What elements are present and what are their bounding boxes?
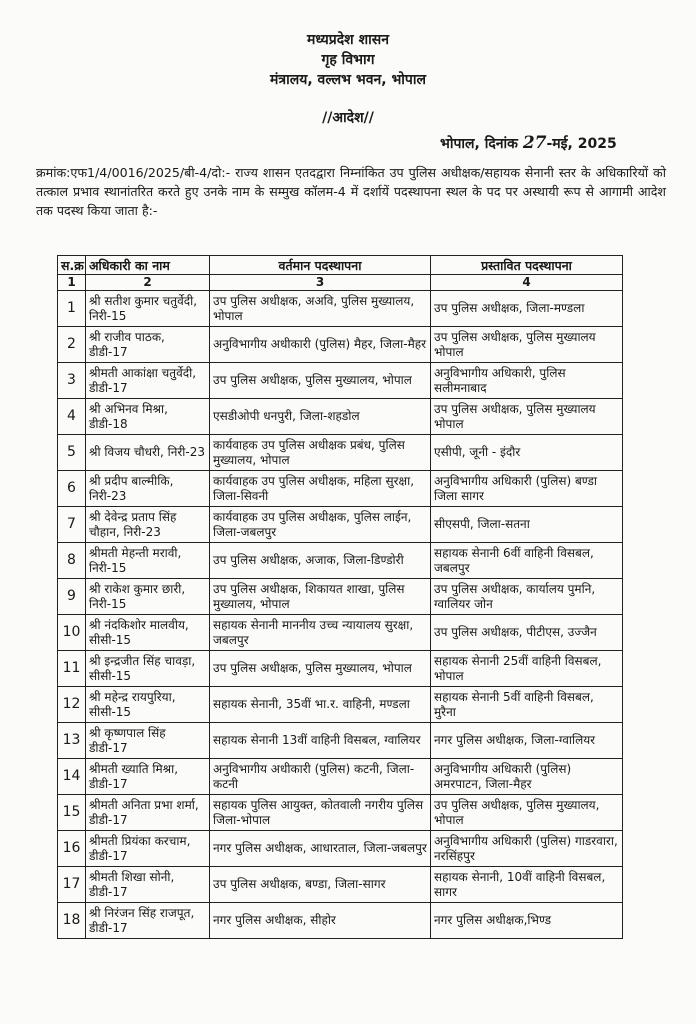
column-number: 4	[431, 275, 623, 291]
serial-number-cell: 15	[58, 795, 86, 831]
current-posting-cell: कार्यवाहक उप पुलिस अधीक्षक, पुलिस लाईन, जिला-जबलपुर	[210, 507, 431, 543]
serial-number-cell: 1	[58, 291, 86, 327]
header-officer-name: अधिकारी का नाम	[86, 256, 210, 275]
current-posting-cell: कार्यवाहक उप पुलिस अधीक्षक प्रबंध, पुलिस मुख्यालय, भोपाल	[210, 435, 431, 471]
current-posting-cell: अनुविभागीय अधीकारी (पुलिस) कटनी, जिला-कटनी	[210, 759, 431, 795]
proposed-posting-cell: सीएसपी, जिला-सतना	[431, 507, 623, 543]
current-posting-cell: सहायक सेनानी, 35वीं भा.र. वाहिनी, मण्डला	[210, 687, 431, 723]
date-day-handwritten: 27	[522, 133, 547, 153]
table-header-row	[58, 256, 623, 275]
serial-number-cell: 18	[58, 903, 86, 939]
table-row	[58, 867, 623, 903]
current-posting-cell: उप पुलिस अधीक्षक, पुलिस मुख्यालय, भोपाल	[210, 651, 431, 687]
govt-name: मध्यप्रदेश शासन	[307, 32, 389, 48]
table-row	[58, 291, 623, 327]
current-posting-cell: सहायक पुलिस आयुक्त, कोतवाली नगरीय पुलिस जिला-भोपाल	[210, 795, 431, 831]
officer-name-cell: श्री सतीश कुमार चतुर्वेदी, निरी-15	[86, 291, 210, 327]
proposed-posting-cell: उप पुलिस अधीक्षक, कार्यालय पुमनि, ग्वालियर जोन	[431, 579, 623, 615]
serial-number-cell: 9	[58, 579, 86, 615]
table-body	[58, 291, 623, 939]
table-row	[58, 795, 623, 831]
table-row	[58, 435, 623, 471]
header-serial: स.क्र	[58, 256, 86, 275]
current-posting-cell: उप पुलिस अधीक्षक, अअवि, पुलिस मुख्यालय, भोपाल	[210, 291, 431, 327]
proposed-posting-cell: उप पुलिस अधीक्षक, पुलिस मुख्यालय भोपाल	[431, 399, 623, 435]
serial-number-cell: 11	[58, 651, 86, 687]
header-proposed-posting: प्रस्तावित पदस्थापना	[431, 256, 623, 275]
serial-number-cell: 12	[58, 687, 86, 723]
officer-name-cell: श्री अभिनव मिश्रा, डीडी-18	[86, 399, 210, 435]
officer-name-cell: श्रीमती अनिता प्रभा शर्मा, डीडी-17	[86, 795, 210, 831]
officer-name-cell: श्रीमती मेहन्ती मरावी, निरी-15	[86, 543, 210, 579]
officer-name-cell: श्री इन्द्रजीत सिंह चावड़ा, सीसी-15	[86, 651, 210, 687]
table-row	[58, 759, 623, 795]
officer-name-cell: श्री प्रदीप बाल्मीकि, निरी-23	[86, 471, 210, 507]
serial-number-cell: 14	[58, 759, 86, 795]
order-intro-paragraph: क्रमांक:एफ1/4/0016/2025/बी-4/दो:- राज्य शासन एतदद्वारा निम्नांकित उप पुलिस अधीक्षक/सहायक सेनानी स्तर के अधिकारियों को तत्काल प्रभाव स्थानांतरित करते हुए उनके नाम के सम्मुख कॉलम-4 में दर्शायें पदस्थापना स्थल के पद पर अस्थायी रूप से आगामी आदेश तक पदस्थ किया जाता है:-	[36, 165, 666, 218]
header-current-posting: वर्तमान पदस्थापना	[210, 256, 431, 275]
proposed-posting-cell: अनुविभागीय अधिकारी (पुलिस) गाडरवारा, नरसिंहपुर	[431, 831, 623, 867]
table-row	[58, 363, 623, 399]
proposed-posting-cell: सहायक सेनानी 6वीं वाहिनी विसबल, जबलपुर	[431, 543, 623, 579]
officer-name-cell: श्री देवेन्द्र प्रताप सिंह चौहान, निरी-23	[86, 507, 210, 543]
current-posting-cell: सहायक सेनानी माननीय उच्च न्यायालय सुरक्षा, जबलपुर	[210, 615, 431, 651]
serial-number-cell: 8	[58, 543, 86, 579]
department-name: गृह विभाग	[321, 52, 375, 68]
table-row	[58, 399, 623, 435]
officer-name-cell: श्री राजीव पाठक, डीडी-17	[86, 327, 210, 363]
office-address: मंत्रालय, वल्लभ भवन, भोपाल	[270, 72, 426, 88]
table-row	[58, 327, 623, 363]
table-row	[58, 903, 623, 939]
serial-number-cell: 16	[58, 831, 86, 867]
serial-number-cell: 4	[58, 399, 86, 435]
proposed-posting-cell: सहायक सेनानी 5वीं वाहिनी विसबल, मुरैना	[431, 687, 623, 723]
proposed-posting-cell: अनुविभागीय अधिकारी (पुलिस) अमरपाटन, जिला-मैहर	[431, 759, 623, 795]
officer-name-cell: श्री नंदकिशोर मालवीय, सीसी-15	[86, 615, 210, 651]
proposed-posting-cell: अनुविभागीय अधिकारी (पुलिस) बण्डा जिला सागर	[431, 471, 623, 507]
officer-name-cell: श्री महेन्द्र रायपुरिया, सीसी-15	[86, 687, 210, 723]
column-number-row	[58, 275, 623, 291]
table-row	[58, 543, 623, 579]
table-row	[58, 471, 623, 507]
current-posting-cell: कार्यवाहक उप पुलिस अधीक्षक, महिला सुरक्षा, जिला-सिवनी	[210, 471, 431, 507]
table-row	[58, 579, 623, 615]
proposed-posting-cell: नगर पुलिस अधीक्षक, जिला-ग्वालियर	[431, 723, 623, 759]
proposed-posting-cell: अनुविभागीय अधिकारी, पुलिस सलीमनाबाद	[431, 363, 623, 399]
table-row	[58, 687, 623, 723]
current-posting-cell: सहायक सेनानी 13वीं वाहिनी विसबल, ग्वालियर	[210, 723, 431, 759]
table-row	[58, 831, 623, 867]
current-posting-cell: उप पुलिस अधीक्षक, बण्डा, जिला-सागर	[210, 867, 431, 903]
transfer-table	[57, 255, 623, 939]
current-posting-cell: एसडीओपी धनपुरी, जिला-शहडोल	[210, 399, 431, 435]
date-prefix: भोपाल, दिनांक	[440, 136, 523, 152]
proposed-posting-cell: उप पुलिस अधीक्षक, पुलिस मुख्यालय, भोपाल	[431, 795, 623, 831]
serial-number-cell: 2	[58, 327, 86, 363]
table-row	[58, 507, 623, 543]
order-title: //आदेश//	[322, 110, 374, 126]
officer-name-cell: श्री निरंजन सिंह राजपूत, डीडी-17	[86, 903, 210, 939]
officer-name-cell: श्रीमती ख्याति मिश्रा, डीडी-17	[86, 759, 210, 795]
current-posting-cell: उप पुलिस अधीक्षक, पुलिस मुख्यालय, भोपाल	[210, 363, 431, 399]
column-number: 2	[86, 275, 210, 291]
proposed-posting-cell: उप पुलिस अधीक्षक, पुलिस मुख्यालय भोपाल	[431, 327, 623, 363]
proposed-posting-cell: सहायक सेनानी 25वीं वाहिनी विसबल, भोपाल	[431, 651, 623, 687]
proposed-posting-cell: सहायक सेनानी, 10वीं वाहिनी विसबल, सागर	[431, 867, 623, 903]
serial-number-cell: 3	[58, 363, 86, 399]
serial-number-cell: 17	[58, 867, 86, 903]
officer-name-cell: श्री कृष्णपाल सिंह डीडी-17	[86, 723, 210, 759]
proposed-posting-cell: एसीपी, जूनी - इंदौर	[431, 435, 623, 471]
current-posting-cell: उप पुलिस अधीक्षक, अजाक, जिला-डिण्डोरी	[210, 543, 431, 579]
table-row	[58, 615, 623, 651]
officer-name-cell: श्री विजय चौधरी, निरी-23	[86, 435, 210, 471]
officer-name-cell: श्रीमती आकांक्षा चतुर्वेदी, डीडी-17	[86, 363, 210, 399]
serial-number-cell: 13	[58, 723, 86, 759]
table-row	[58, 723, 623, 759]
officer-name-cell: श्रीमती शिखा सोनी, डीडी-17	[86, 867, 210, 903]
column-number: 3	[210, 275, 431, 291]
officer-name-cell: श्रीमती प्रियंका करचाम, डीडी-17	[86, 831, 210, 867]
current-posting-cell: नगर पुलिस अधीक्षक, आधारताल, जिला-जबलपुर	[210, 831, 431, 867]
serial-number-cell: 7	[58, 507, 86, 543]
proposed-posting-cell: उप पुलिस अधीक्षक, पीटीएस, उज्जैन	[431, 615, 623, 651]
order-date	[440, 133, 617, 153]
proposed-posting-cell: उप पुलिस अधीक्षक, जिला-मण्डला	[431, 291, 623, 327]
current-posting-cell: उप पुलिस अधीक्षक, शिकायत शाखा, पुलिस मुख्यालय, भोपाल	[210, 579, 431, 615]
serial-number-cell: 5	[58, 435, 86, 471]
serial-number-cell: 6	[58, 471, 86, 507]
officer-name-cell: श्री राकेश कुमार छारी, निरी-15	[86, 579, 210, 615]
proposed-posting-cell: नगर पुलिस अधीक्षक,भिण्ड	[431, 903, 623, 939]
current-posting-cell: अनुविभागीय अधीकारी (पुलिस) मैहर, जिला-मैहर	[210, 327, 431, 363]
date-suffix: -मई, 2025	[546, 136, 617, 152]
serial-number-cell: 10	[58, 615, 86, 651]
table-row	[58, 651, 623, 687]
current-posting-cell: नगर पुलिस अधीक्षक, सीहोर	[210, 903, 431, 939]
column-number: 1	[58, 275, 86, 291]
